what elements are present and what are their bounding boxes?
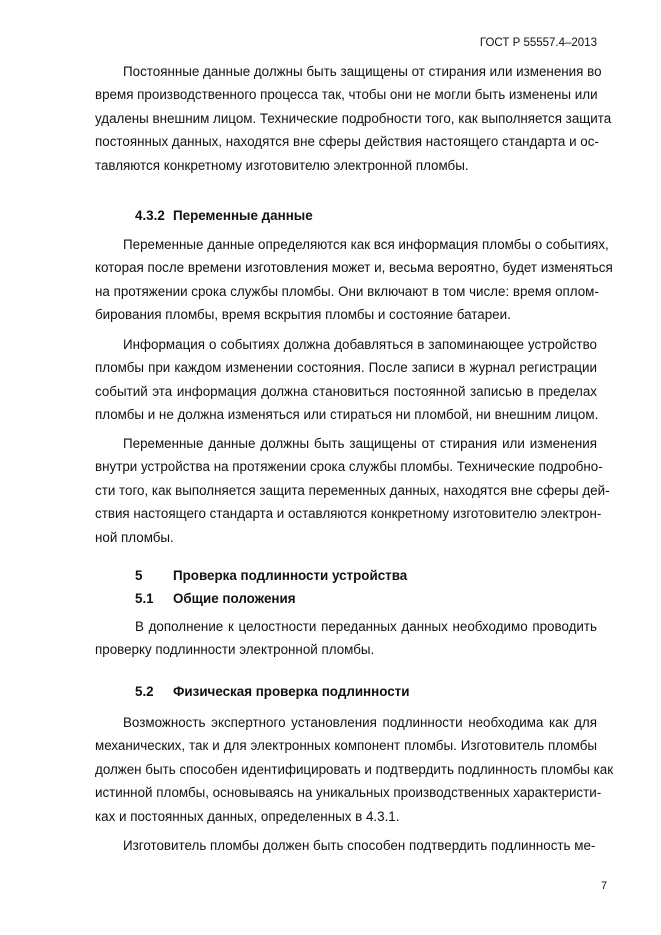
section-heading-4-3-2 bbox=[135, 208, 313, 223]
text-line: истинной пломбы, основываясь на уникальных производственных характеристи- bbox=[95, 785, 602, 801]
heading-number: 5 bbox=[135, 568, 143, 583]
text-line: Переменные данные должны быть защищены от стирания или изменения bbox=[123, 436, 597, 451]
text-line: событий эта информация должна становиться постоянной записью в пределах bbox=[95, 383, 597, 399]
text-line: Изготовитель пломбы должен быть способен подтвердить подлинность ме- bbox=[123, 838, 596, 853]
text-line: на протяжении срока службы пломбы. Они включают в том числе: время оплом- bbox=[95, 283, 599, 299]
paragraph bbox=[95, 432, 610, 549]
text-line: время производственного процесса так, чтобы они не могли быть изменены или bbox=[95, 87, 598, 103]
text-line: Постоянные данные должны быть защищены от стирания или изменения во bbox=[123, 64, 602, 79]
heading-number: 4.3.2 bbox=[135, 208, 165, 223]
text-line: тавляются конкретному изготовителю электронной пломбы. bbox=[95, 157, 469, 173]
text-line: Переменные данные определяются как вся информация пломбы о событиях, bbox=[123, 237, 609, 252]
paragraph bbox=[95, 333, 597, 427]
paragraph bbox=[95, 233, 613, 327]
text-line: ках и постоянных данных, определенных в 4.3.1. bbox=[95, 808, 400, 824]
text-line: ствия настоящего стандарта и оставляются конкретному изготовителю электрон- bbox=[95, 506, 602, 522]
text-line: постоянных данных, находятся вне сферы действия настоящего стандарта и ос- bbox=[95, 134, 599, 150]
heading-title: Проверка подлинности устройства bbox=[173, 568, 408, 583]
text-line: проверку подлинности электронной пломбы. bbox=[95, 642, 375, 658]
text-line: механических, так и для электронных компонент пломбы. Изготовитель пломбы bbox=[95, 738, 597, 754]
text-line: должен быть способен идентифицировать и подтвердить подлинность пломбы как bbox=[95, 761, 614, 777]
heading-number: 5.1 bbox=[135, 591, 154, 606]
section-heading-5-2 bbox=[135, 684, 409, 699]
paragraph bbox=[95, 615, 597, 662]
text-line: внутри устройства на протяжении срока службы пломбы. Технические подробно- bbox=[95, 459, 603, 475]
document-id-header: ГОСТ Р 55557.4–2013 bbox=[479, 37, 597, 49]
text-line: удалены внешним лицом. Технические подробности того, как выполняется защита bbox=[95, 110, 612, 126]
paragraph bbox=[95, 60, 612, 177]
text-line: Возможность экспертного установления подлинности необходима как для bbox=[123, 715, 597, 730]
heading-title: Общие положения bbox=[173, 591, 296, 606]
section-heading-5-1 bbox=[135, 591, 296, 606]
text-line: В дополнение к целостности переданных данных необходимо проводить bbox=[135, 619, 597, 634]
section-heading-5 bbox=[135, 568, 407, 583]
text-line: которая после времени изготовления может и, весьма вероятно, будет изменяться bbox=[95, 260, 613, 276]
text-line: Информация о событиях должна добавляться в запоминающее устройство bbox=[123, 337, 597, 352]
paragraph bbox=[95, 711, 614, 828]
heading-number: 5.2 bbox=[135, 684, 154, 699]
page-number: 7 bbox=[601, 880, 608, 892]
text-line: сти того, как выполняется защита переменных данных, находятся вне сферы дей- bbox=[95, 482, 610, 498]
text-line: пломбы и не должна изменяться или стираться ни пломбой, ни внешним лицом. bbox=[95, 407, 599, 423]
text-line: пломбы при каждом изменении состояния. После записи в журнал регистрации bbox=[95, 360, 597, 376]
text-line: ной пломбы. bbox=[95, 529, 174, 545]
text-line: бирования пломбы, время вскрытия пломбы и состояние батареи. bbox=[95, 307, 511, 323]
heading-title: Физическая проверка подлинности bbox=[173, 684, 410, 699]
paragraph bbox=[95, 834, 597, 857]
heading-title: Переменные данные bbox=[173, 208, 313, 223]
